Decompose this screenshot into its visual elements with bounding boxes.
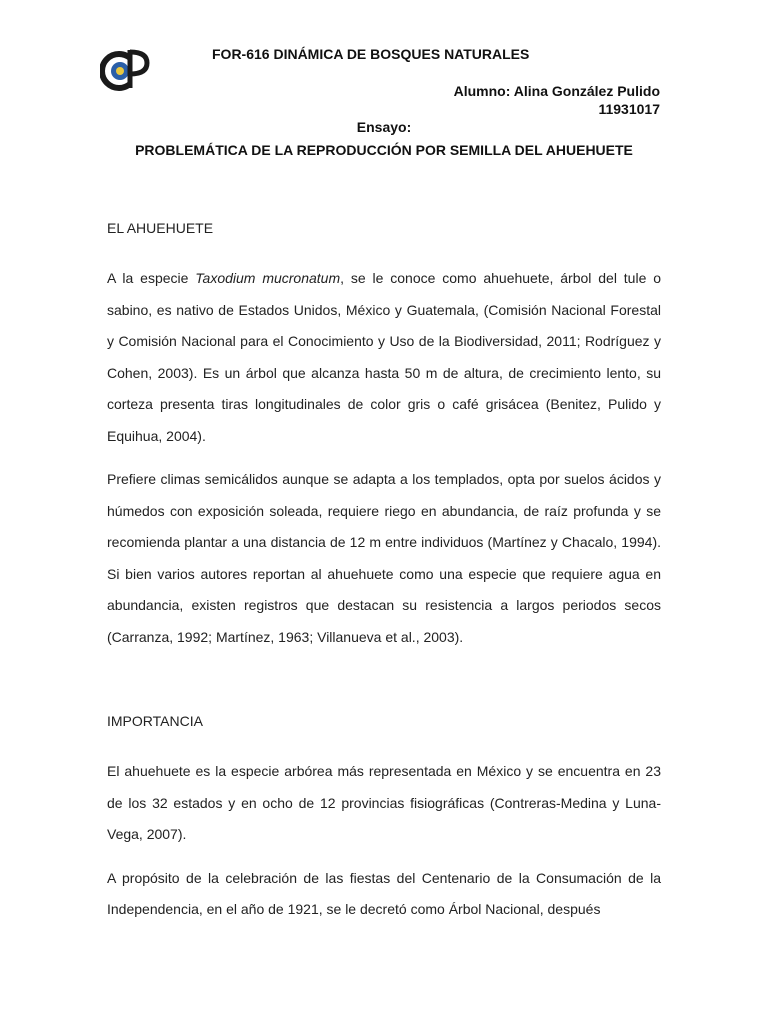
paragraph-text: A la especie xyxy=(107,270,196,286)
section-heading: EL AHUEHUETE xyxy=(107,220,214,236)
student-id: 11931017 xyxy=(598,101,660,117)
section-heading: IMPORTANCIA xyxy=(107,713,203,729)
paragraph: El ahuehuete es la especie arbórea más representada en México y se encuentra en 23 de los 32 estados y en ocho de 12 provincias fisiográficas (Contreras-Medina y Luna-Vega, 2007). xyxy=(107,763,661,842)
student-name: Alumno: Alina González Pulido xyxy=(453,83,660,99)
document-body xyxy=(107,220,661,938)
institution-logo-icon xyxy=(100,46,150,92)
paragraph xyxy=(107,263,661,452)
course-title: FOR-616 DINÁMICA DE BOSQUES NATURALES xyxy=(212,46,530,62)
section-gap xyxy=(107,665,661,713)
essay-label: Ensayo: xyxy=(356,119,412,135)
essay-title: PROBLEMÁTICA DE LA REPRODUCCIÓN POR SEMILLA DEL AHUEHUETE xyxy=(135,142,633,158)
species-name: Taxodium mucronatum xyxy=(195,270,341,286)
paragraph-text: , se le conoce como ahuehuete, árbol del tule o sabino, es nativo de Estados Unidos, México y Guatemala, (Comisión Nacional Forestal y Comisión Nacional para el Conocimiento y Uso de la Biodiversidad, 2011; Rodríguez y Cohen, 2003). Es un árbol que alcanza hasta 50 m de altura, de crecimiento lento, su corteza presenta tiras longitudinales de color gris o café grisácea (Benitez, Pulido y Equihua, 2004). xyxy=(107,270,661,444)
paragraph: Prefiere climas semicálidos aunque se adapta a los templados, opta por suelos ácidos y húmedos con exposición soleada, requiere riego en abundancia, de raíz profunda y se recomienda plantar a una distancia de 12 m entre individuos (Martínez y Chacalo, 1994). Si bien varios autores reportan al ahuehuete como una especie que requiere agua en abundancia, existen registros que destacan su resistencia a largos periodos secos (Carranza, 1992; Martínez, 1963; Villanueva et al., 2003). xyxy=(107,471,661,645)
paragraph: A propósito de la celebración de las fiestas del Centenario de la Consumación de la Independencia, en el año de 1921, se le decretó como Árbol Nacional, después xyxy=(107,869,661,917)
